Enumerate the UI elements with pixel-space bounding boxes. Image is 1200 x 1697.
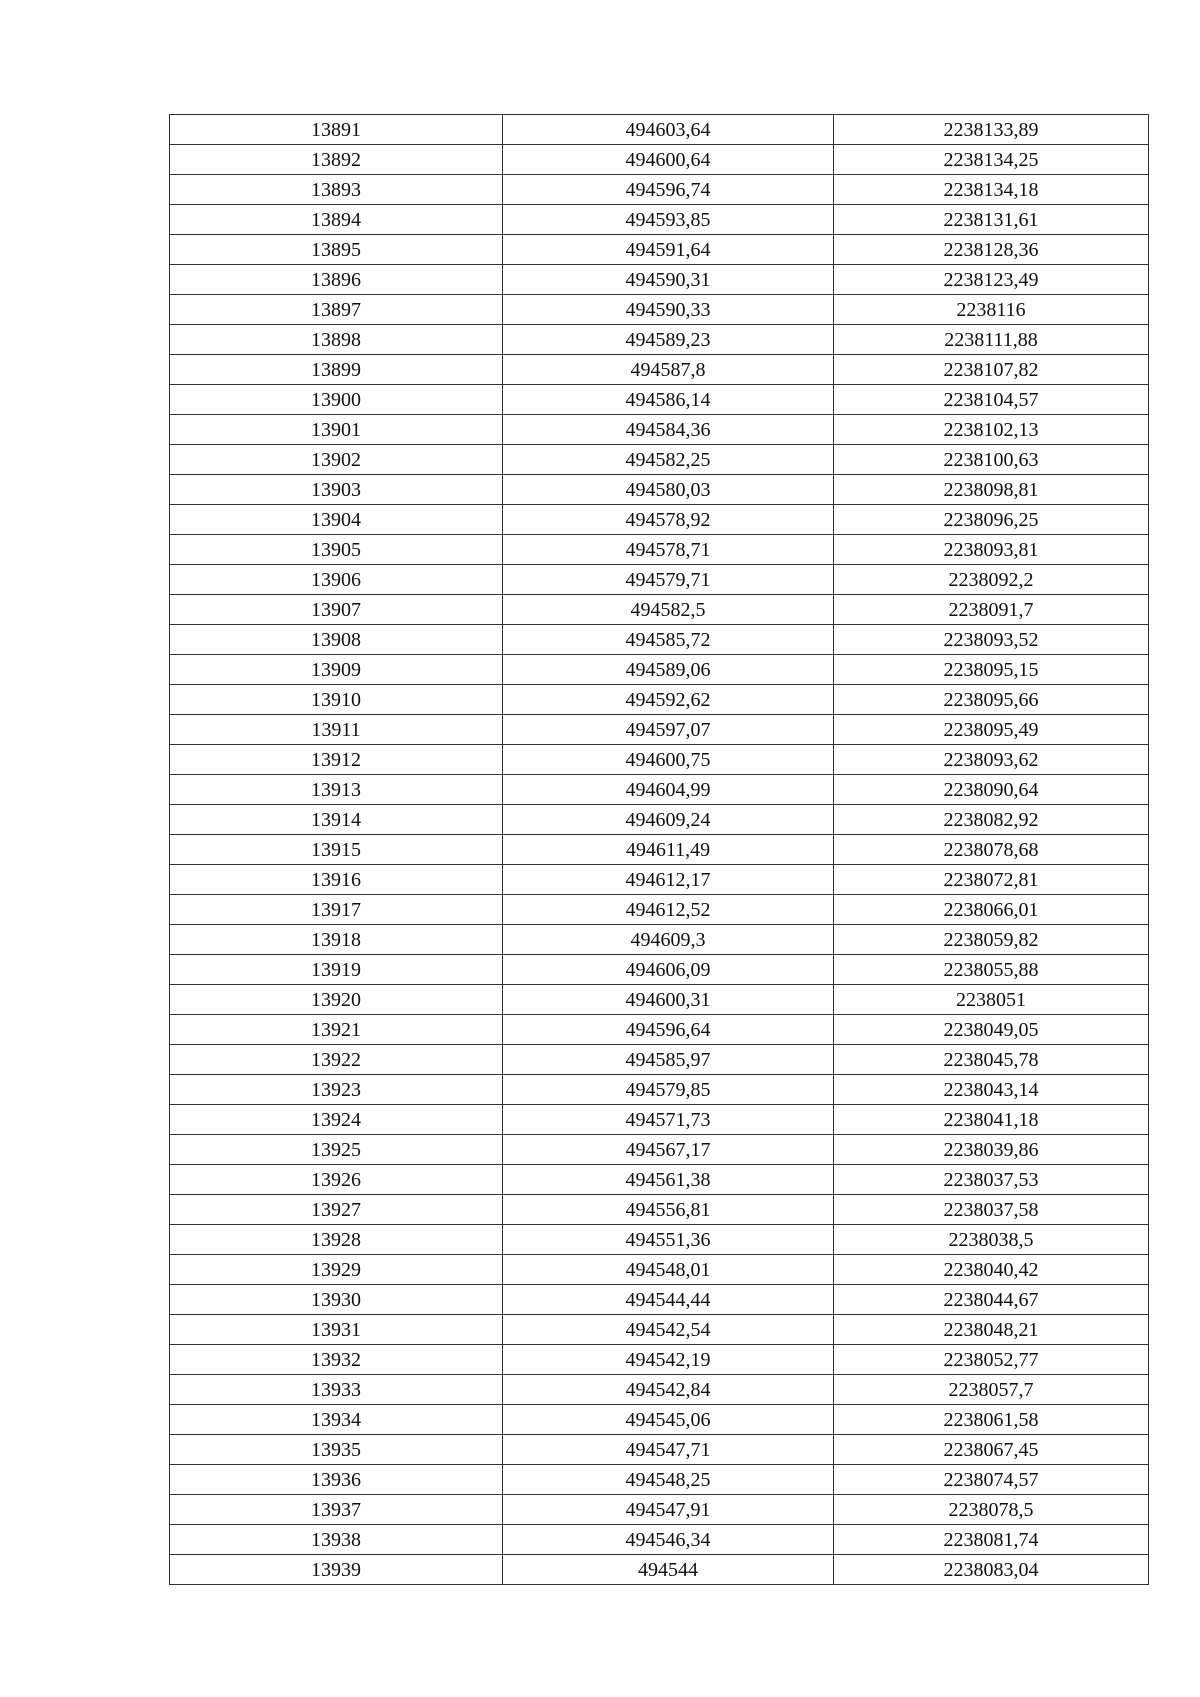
table-row	[170, 1375, 1149, 1405]
table-row	[170, 565, 1149, 595]
point-number-cell: 13904	[170, 505, 503, 535]
x-coordinate-cell: 494600,31	[503, 985, 834, 1015]
y-coordinate-cell: 2238055,88	[834, 955, 1149, 985]
y-coordinate-cell: 2238083,04	[834, 1555, 1149, 1585]
table-row	[170, 1015, 1149, 1045]
table-row	[170, 1435, 1149, 1465]
x-coordinate-cell: 494544,44	[503, 1285, 834, 1315]
table-row	[170, 865, 1149, 895]
x-coordinate-cell: 494584,36	[503, 415, 834, 445]
point-number-cell: 13896	[170, 265, 503, 295]
table-row	[170, 775, 1149, 805]
table-row	[170, 1225, 1149, 1255]
x-coordinate-cell: 494582,5	[503, 595, 834, 625]
table-row	[170, 895, 1149, 925]
y-coordinate-cell: 2238037,58	[834, 1195, 1149, 1225]
table-row	[170, 535, 1149, 565]
table-row	[170, 1465, 1149, 1495]
point-number-cell: 13930	[170, 1285, 503, 1315]
x-coordinate-cell: 494589,06	[503, 655, 834, 685]
y-coordinate-cell: 2238072,81	[834, 865, 1149, 895]
y-coordinate-cell: 2238037,53	[834, 1165, 1149, 1195]
table-row	[170, 805, 1149, 835]
x-coordinate-cell: 494611,49	[503, 835, 834, 865]
y-coordinate-cell: 2238067,45	[834, 1435, 1149, 1465]
table-row	[170, 1045, 1149, 1075]
x-coordinate-cell: 494542,19	[503, 1345, 834, 1375]
y-coordinate-cell: 2238107,82	[834, 355, 1149, 385]
point-number-cell: 13907	[170, 595, 503, 625]
table-row	[170, 1255, 1149, 1285]
x-coordinate-cell: 494593,85	[503, 205, 834, 235]
point-number-cell: 13916	[170, 865, 503, 895]
y-coordinate-cell: 2238134,18	[834, 175, 1149, 205]
table-row	[170, 265, 1149, 295]
table-row	[170, 205, 1149, 235]
y-coordinate-cell: 2238078,5	[834, 1495, 1149, 1525]
x-coordinate-cell: 494571,73	[503, 1105, 834, 1135]
y-coordinate-cell: 2238039,86	[834, 1135, 1149, 1165]
point-number-cell: 13910	[170, 685, 503, 715]
y-coordinate-cell: 2238091,7	[834, 595, 1149, 625]
table-row	[170, 475, 1149, 505]
table-row	[170, 745, 1149, 775]
y-coordinate-cell: 2238041,18	[834, 1105, 1149, 1135]
table-row	[170, 415, 1149, 445]
x-coordinate-cell: 494606,09	[503, 955, 834, 985]
point-number-cell: 13905	[170, 535, 503, 565]
point-number-cell: 13898	[170, 325, 503, 355]
table-row	[170, 505, 1149, 535]
y-coordinate-cell: 2238096,25	[834, 505, 1149, 535]
point-number-cell: 13894	[170, 205, 503, 235]
table-row	[170, 1405, 1149, 1435]
x-coordinate-cell: 494586,14	[503, 385, 834, 415]
point-number-cell: 13920	[170, 985, 503, 1015]
point-number-cell: 13908	[170, 625, 503, 655]
x-coordinate-cell: 494609,3	[503, 925, 834, 955]
y-coordinate-cell: 2238093,81	[834, 535, 1149, 565]
x-coordinate-cell: 494556,81	[503, 1195, 834, 1225]
y-coordinate-cell: 2238059,82	[834, 925, 1149, 955]
x-coordinate-cell: 494545,06	[503, 1405, 834, 1435]
x-coordinate-cell: 494561,38	[503, 1165, 834, 1195]
point-number-cell: 13909	[170, 655, 503, 685]
point-number-cell: 13899	[170, 355, 503, 385]
x-coordinate-cell: 494579,85	[503, 1075, 834, 1105]
x-coordinate-cell: 494551,36	[503, 1225, 834, 1255]
y-coordinate-cell: 2238057,7	[834, 1375, 1149, 1405]
table-row	[170, 655, 1149, 685]
table-row	[170, 925, 1149, 955]
y-coordinate-cell: 2238116	[834, 295, 1149, 325]
point-number-cell: 13925	[170, 1135, 503, 1165]
x-coordinate-cell: 494612,17	[503, 865, 834, 895]
table-row	[170, 1105, 1149, 1135]
point-number-cell: 13892	[170, 145, 503, 175]
x-coordinate-cell: 494597,07	[503, 715, 834, 745]
y-coordinate-cell: 2238045,78	[834, 1045, 1149, 1075]
x-coordinate-cell: 494609,24	[503, 805, 834, 835]
y-coordinate-cell: 2238048,21	[834, 1315, 1149, 1345]
point-number-cell: 13893	[170, 175, 503, 205]
point-number-cell: 13919	[170, 955, 503, 985]
y-coordinate-cell: 2238104,57	[834, 385, 1149, 415]
x-coordinate-cell: 494578,71	[503, 535, 834, 565]
x-coordinate-cell: 494547,91	[503, 1495, 834, 1525]
y-coordinate-cell: 2238128,36	[834, 235, 1149, 265]
point-number-cell: 13906	[170, 565, 503, 595]
y-coordinate-cell: 2238133,89	[834, 115, 1149, 145]
x-coordinate-cell: 494578,92	[503, 505, 834, 535]
point-number-cell: 13929	[170, 1255, 503, 1285]
point-number-cell: 13935	[170, 1435, 503, 1465]
table-row	[170, 1075, 1149, 1105]
x-coordinate-cell: 494542,84	[503, 1375, 834, 1405]
point-number-cell: 13934	[170, 1405, 503, 1435]
y-coordinate-cell: 2238095,15	[834, 655, 1149, 685]
point-number-cell: 13939	[170, 1555, 503, 1585]
x-coordinate-cell: 494585,72	[503, 625, 834, 655]
table-row	[170, 715, 1149, 745]
table-row	[170, 955, 1149, 985]
point-number-cell: 13931	[170, 1315, 503, 1345]
point-number-cell: 13926	[170, 1165, 503, 1195]
y-coordinate-cell: 2238123,49	[834, 265, 1149, 295]
y-coordinate-cell: 2238100,63	[834, 445, 1149, 475]
x-coordinate-cell: 494596,64	[503, 1015, 834, 1045]
table-row	[170, 595, 1149, 625]
y-coordinate-cell: 2238061,58	[834, 1405, 1149, 1435]
point-number-cell: 13914	[170, 805, 503, 835]
y-coordinate-cell: 2238049,05	[834, 1015, 1149, 1045]
table-row	[170, 1195, 1149, 1225]
y-coordinate-cell: 2238095,66	[834, 685, 1149, 715]
y-coordinate-cell: 2238092,2	[834, 565, 1149, 595]
x-coordinate-cell: 494582,25	[503, 445, 834, 475]
x-coordinate-cell: 494591,64	[503, 235, 834, 265]
table-row	[170, 625, 1149, 655]
point-number-cell: 13917	[170, 895, 503, 925]
y-coordinate-cell: 2238134,25	[834, 145, 1149, 175]
table-row	[170, 355, 1149, 385]
coordinates-table	[169, 114, 1149, 1585]
y-coordinate-cell: 2238066,01	[834, 895, 1149, 925]
y-coordinate-cell: 2238040,42	[834, 1255, 1149, 1285]
y-coordinate-cell: 2238095,49	[834, 715, 1149, 745]
table-row	[170, 1165, 1149, 1195]
x-coordinate-cell: 494585,97	[503, 1045, 834, 1075]
x-coordinate-cell: 494546,34	[503, 1525, 834, 1555]
y-coordinate-cell: 2238093,52	[834, 625, 1149, 655]
y-coordinate-cell: 2238038,5	[834, 1225, 1149, 1255]
point-number-cell: 13924	[170, 1105, 503, 1135]
point-number-cell: 13928	[170, 1225, 503, 1255]
x-coordinate-cell: 494544	[503, 1555, 834, 1585]
x-coordinate-cell: 494542,54	[503, 1315, 834, 1345]
x-coordinate-cell: 494600,75	[503, 745, 834, 775]
point-number-cell: 13933	[170, 1375, 503, 1405]
table-row	[170, 385, 1149, 415]
point-number-cell: 13921	[170, 1015, 503, 1045]
point-number-cell: 13923	[170, 1075, 503, 1105]
y-coordinate-cell: 2238102,13	[834, 415, 1149, 445]
table-row	[170, 1525, 1149, 1555]
table-row	[170, 685, 1149, 715]
y-coordinate-cell: 2238074,57	[834, 1465, 1149, 1495]
point-number-cell: 13895	[170, 235, 503, 265]
table-row	[170, 115, 1149, 145]
x-coordinate-cell: 494604,99	[503, 775, 834, 805]
table-row	[170, 1495, 1149, 1525]
y-coordinate-cell: 2238043,14	[834, 1075, 1149, 1105]
y-coordinate-cell: 2238044,67	[834, 1285, 1149, 1315]
point-number-cell: 13902	[170, 445, 503, 475]
table-row	[170, 145, 1149, 175]
x-coordinate-cell: 494596,74	[503, 175, 834, 205]
point-number-cell: 13932	[170, 1345, 503, 1375]
y-coordinate-cell: 2238082,92	[834, 805, 1149, 835]
point-number-cell: 13913	[170, 775, 503, 805]
table-row	[170, 985, 1149, 1015]
table-row	[170, 1315, 1149, 1345]
coordinates-table-body	[170, 115, 1149, 1585]
y-coordinate-cell: 2238098,81	[834, 475, 1149, 505]
point-number-cell: 13911	[170, 715, 503, 745]
table-row	[170, 1285, 1149, 1315]
table-row	[170, 835, 1149, 865]
x-coordinate-cell: 494587,8	[503, 355, 834, 385]
x-coordinate-cell: 494548,01	[503, 1255, 834, 1285]
x-coordinate-cell: 494548,25	[503, 1465, 834, 1495]
y-coordinate-cell: 2238090,64	[834, 775, 1149, 805]
x-coordinate-cell: 494600,64	[503, 145, 834, 175]
table-row	[170, 1345, 1149, 1375]
x-coordinate-cell: 494579,71	[503, 565, 834, 595]
x-coordinate-cell: 494612,52	[503, 895, 834, 925]
x-coordinate-cell: 494592,62	[503, 685, 834, 715]
point-number-cell: 13938	[170, 1525, 503, 1555]
point-number-cell: 13922	[170, 1045, 503, 1075]
point-number-cell: 13915	[170, 835, 503, 865]
y-coordinate-cell: 2238081,74	[834, 1525, 1149, 1555]
point-number-cell: 13927	[170, 1195, 503, 1225]
y-coordinate-cell: 2238078,68	[834, 835, 1149, 865]
table-row	[170, 445, 1149, 475]
y-coordinate-cell: 2238131,61	[834, 205, 1149, 235]
x-coordinate-cell: 494567,17	[503, 1135, 834, 1165]
table-row	[170, 235, 1149, 265]
point-number-cell: 13891	[170, 115, 503, 145]
x-coordinate-cell: 494590,33	[503, 295, 834, 325]
point-number-cell: 13912	[170, 745, 503, 775]
x-coordinate-cell: 494590,31	[503, 265, 834, 295]
point-number-cell: 13937	[170, 1495, 503, 1525]
y-coordinate-cell: 2238111,88	[834, 325, 1149, 355]
x-coordinate-cell: 494547,71	[503, 1435, 834, 1465]
point-number-cell: 13897	[170, 295, 503, 325]
y-coordinate-cell: 2238052,77	[834, 1345, 1149, 1375]
point-number-cell: 13918	[170, 925, 503, 955]
x-coordinate-cell: 494589,23	[503, 325, 834, 355]
y-coordinate-cell: 2238093,62	[834, 745, 1149, 775]
table-row	[170, 325, 1149, 355]
table-row	[170, 1135, 1149, 1165]
table-row	[170, 295, 1149, 325]
x-coordinate-cell: 494580,03	[503, 475, 834, 505]
point-number-cell: 13936	[170, 1465, 503, 1495]
y-coordinate-cell: 2238051	[834, 985, 1149, 1015]
x-coordinate-cell: 494603,64	[503, 115, 834, 145]
point-number-cell: 13903	[170, 475, 503, 505]
table-row	[170, 1555, 1149, 1585]
table-row	[170, 175, 1149, 205]
point-number-cell: 13901	[170, 415, 503, 445]
point-number-cell: 13900	[170, 385, 503, 415]
